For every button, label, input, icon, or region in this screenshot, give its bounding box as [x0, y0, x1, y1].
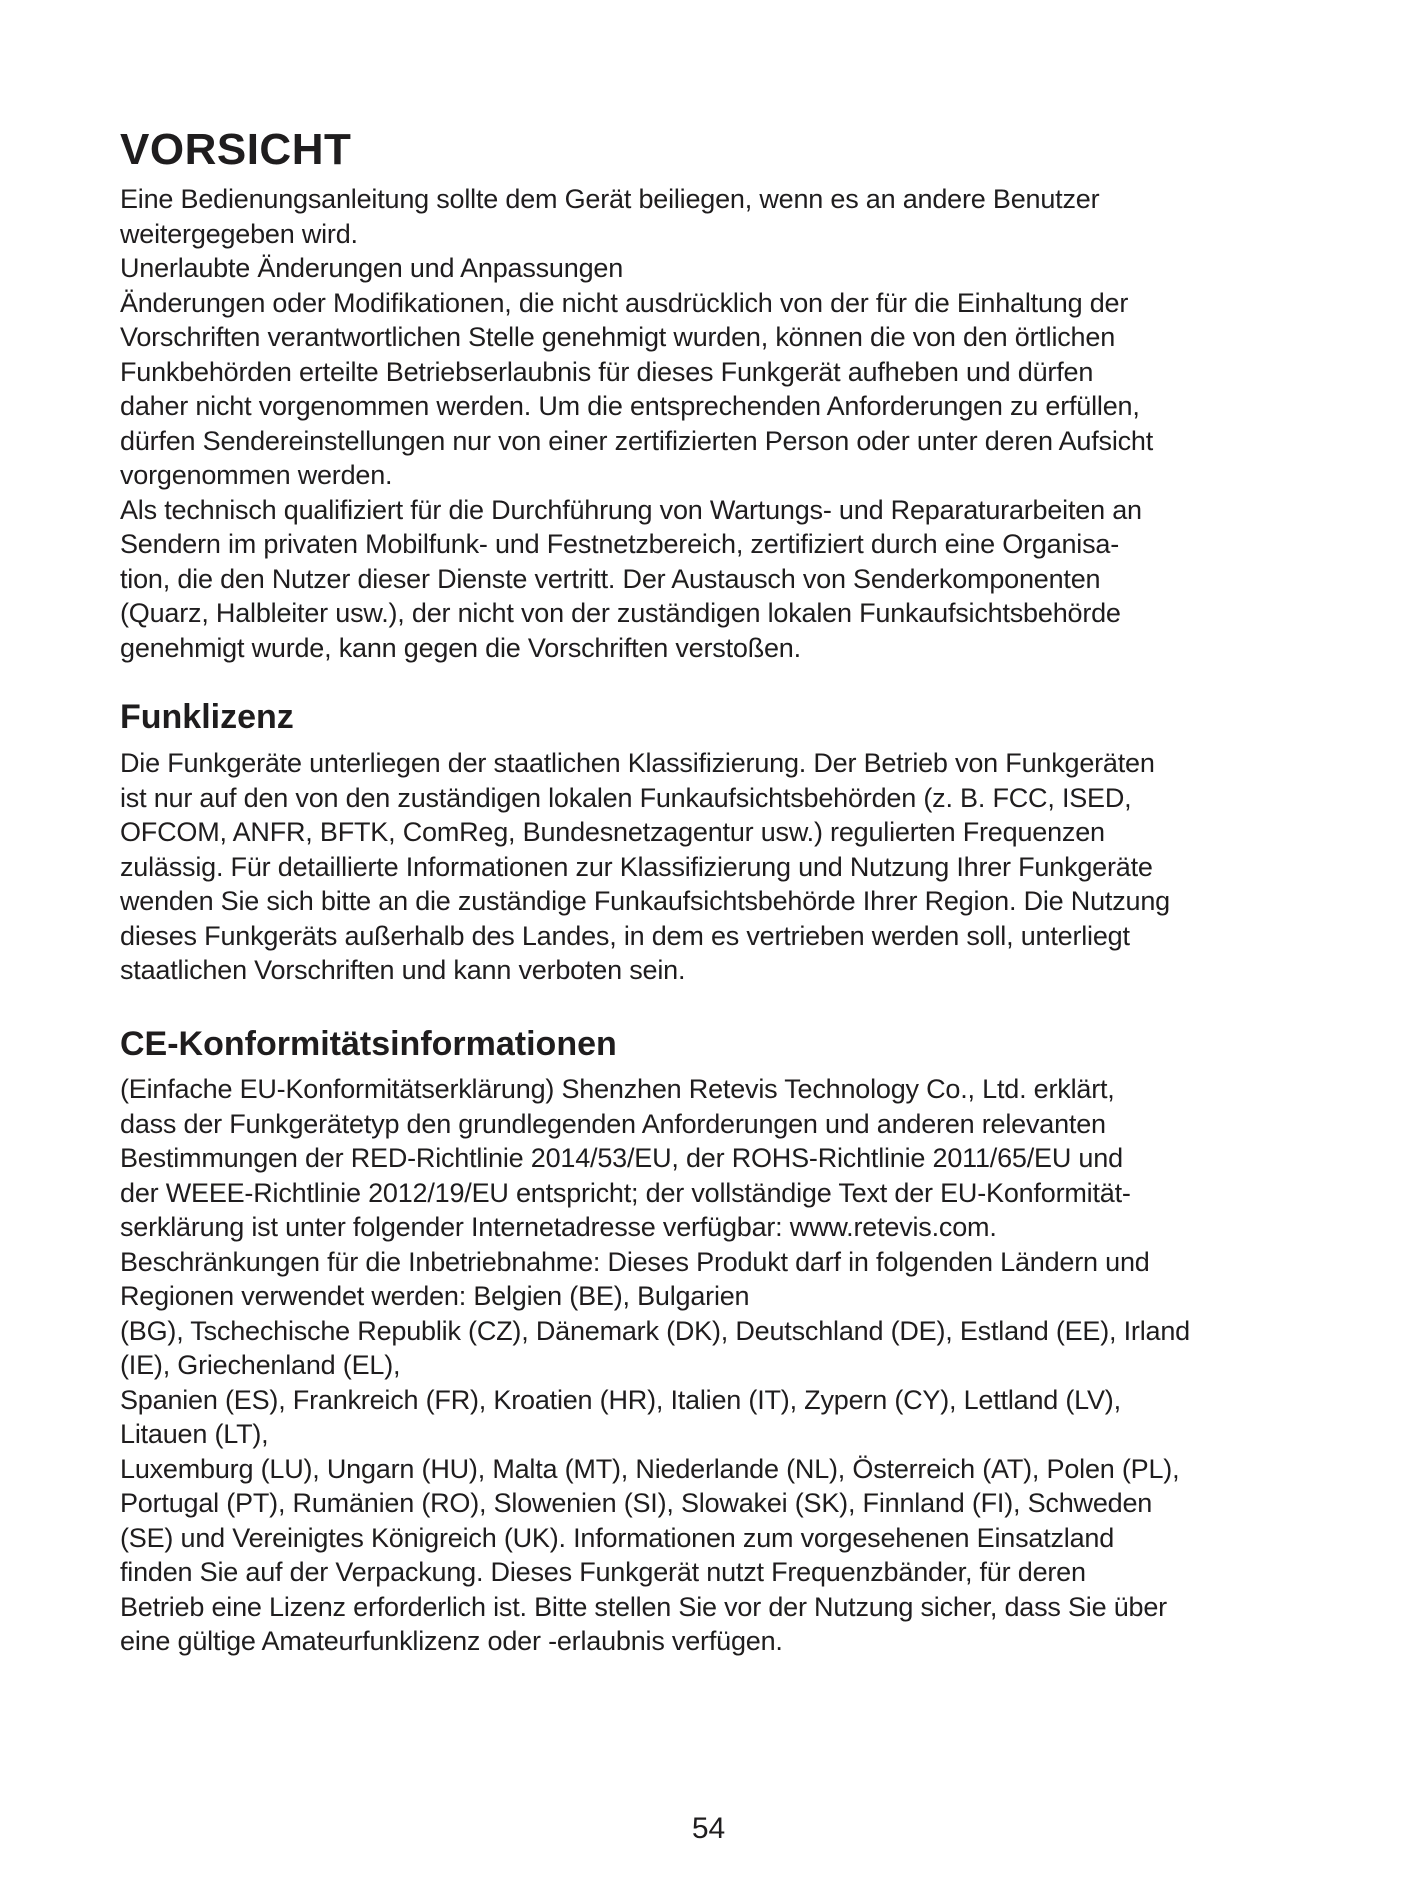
- text-line: vorgenommen werden.: [120, 460, 393, 491]
- text-line: tion, die den Nutzer dieser Dienste vertritt. Der Austausch von Senderkomponenten: [120, 563, 1101, 594]
- text-line: wenden Sie sich bitte an die zuständige Funkaufsichtsbehörde Ihrer Region. Die Nutzung: [120, 886, 1170, 917]
- text-line: OFCOM, ANFR, BFTK, ComReg, Bundesnetzagentur usw.) regulierten Frequenzen: [120, 817, 1105, 848]
- text-line: Unerlaubte Änderungen und Anpassungen: [120, 253, 624, 284]
- text-line: Als technisch qualifiziert für die Durchführung von Wartungs- und Reparaturarbeiten an: [120, 494, 1142, 525]
- section-body-funklizenz: [120, 746, 1380, 988]
- text-line: Beschränkungen für die Inbetriebnahme: Dieses Produkt darf in folgenden Ländern und: [120, 1246, 1150, 1277]
- text-line: Portugal (PT), Rumänien (RO), Slowenien (SI), Slowakei (SK), Finnland (FI), Schweden: [120, 1488, 1153, 1519]
- text-line: Regionen verwendet werden: Belgien (BE), Bulgarien: [120, 1281, 750, 1312]
- page-content: [120, 126, 1380, 1659]
- text-line: (Einfache EU-Konformitätserklärung) Shenzhen Retevis Technology Co., Ltd. erklärt,: [120, 1074, 1115, 1105]
- text-line: weitergegeben wird.: [120, 218, 358, 249]
- text-line: daher nicht vorgenommen werden. Um die entsprechenden Anforderungen zu erfüllen,: [120, 391, 1140, 422]
- text-line: Sendern im privaten Mobilfunk- und Festnetzbereich, zertifiziert durch eine Organisa-: [120, 529, 1119, 560]
- text-line: Vorschriften verantwortlichen Stelle genehmigt wurden, können die von den örtlichen: [120, 322, 1116, 353]
- text-line: Spanien (ES), Frankreich (FR), Kroatien (HR), Italien (IT), Zypern (CY), Lettland (LV),: [120, 1384, 1121, 1415]
- text-line: (SE) und Vereinigtes Königreich (UK). Informationen zum vorgesehenen Einsatzland: [120, 1522, 1115, 1553]
- text-line: (IE), Griechenland (EL),: [120, 1350, 401, 1381]
- text-line: Änderungen oder Modifikationen, die nicht ausdrücklich von der für die Einhaltung der: [120, 287, 1129, 318]
- text-line: Die Funkgeräte unterliegen der staatlichen Klassifizierung. Der Betrieb von Funkgeräten: [120, 748, 1155, 779]
- text-line: Betrieb eine Lizenz erforderlich ist. Bitte stellen Sie vor der Nutzung sicher, dass Sie über: [120, 1591, 1167, 1622]
- text-line: staatlichen Vorschriften und kann verboten sein.: [120, 955, 686, 986]
- text-line: Funkbehörden erteilte Betriebserlaubnis für dieses Funkgerät aufheben und dürfen: [120, 356, 1094, 387]
- text-line: ist nur auf den von den zuständigen lokalen Funkaufsichtsbehörden (z. B. FCC, ISED,: [120, 782, 1132, 813]
- text-line: der WEEE-Richtlinie 2012/19/EU entspricht; der vollständige Text der EU-Konformität-: [120, 1177, 1131, 1208]
- section-title-vorsicht: VORSICHT: [120, 125, 352, 174]
- text-line: (Quarz, Halbleiter usw.), der nicht von der zuständigen lokalen Funkaufsichtsbehörde: [120, 598, 1121, 629]
- text-line: Eine Bedienungsanleitung sollte dem Gerät beiliegen, wenn es an andere Benutzer: [120, 184, 1100, 215]
- text-line: Bestimmungen der RED-Richtlinie 2014/53/EU, der ROHS-Richtlinie 2011/65/EU und: [120, 1143, 1123, 1174]
- section-body-vorsicht: [120, 182, 1380, 665]
- text-line: Litauen (LT),: [120, 1419, 269, 1450]
- text-line: dürfen Sendereinstellungen nur von einer zertifizierten Person oder unter deren Aufsicht: [120, 425, 1154, 456]
- text-line: eine gültige Amateurfunklizenz oder -erlaubnis verfügen.: [120, 1626, 783, 1657]
- section-body-ce-konformitaet: [120, 1072, 1380, 1659]
- text-line: (BG), Tschechische Republik (CZ), Dänemark (DK), Deutschland (DE), Estland (EE), Irland: [120, 1315, 1190, 1346]
- text-line: serklärung ist unter folgender Internetadresse verfügbar: www.retevis.com.: [120, 1212, 997, 1243]
- section-title-ce-konformitaet: CE-Konformitätsinformationen: [120, 1024, 617, 1063]
- text-line: dieses Funkgeräts außerhalb des Landes, in dem es vertrieben werden soll, unterliegt: [120, 920, 1130, 951]
- text-line: finden Sie auf der Verpackung. Dieses Funkgerät nutzt Frequenzbänder, für deren: [120, 1557, 1086, 1588]
- text-line: genehmigt wurde, kann gegen die Vorschriften verstoßen.: [120, 632, 801, 663]
- text-line: zulässig. Für detaillierte Informationen zur Klassifizierung und Nutzung Ihrer Funkgeräte: [120, 851, 1153, 882]
- section-title-funklizenz: Funklizenz: [120, 698, 294, 737]
- text-line: Luxemburg (LU), Ungarn (HU), Malta (MT), Niederlande (NL), Österreich (AT), Polen (PL),: [120, 1453, 1180, 1484]
- text-line: dass der Funkgerätetyp den grundlegenden Anforderungen und anderen relevanten: [120, 1108, 1106, 1139]
- page-number: 54: [691, 1812, 726, 1845]
